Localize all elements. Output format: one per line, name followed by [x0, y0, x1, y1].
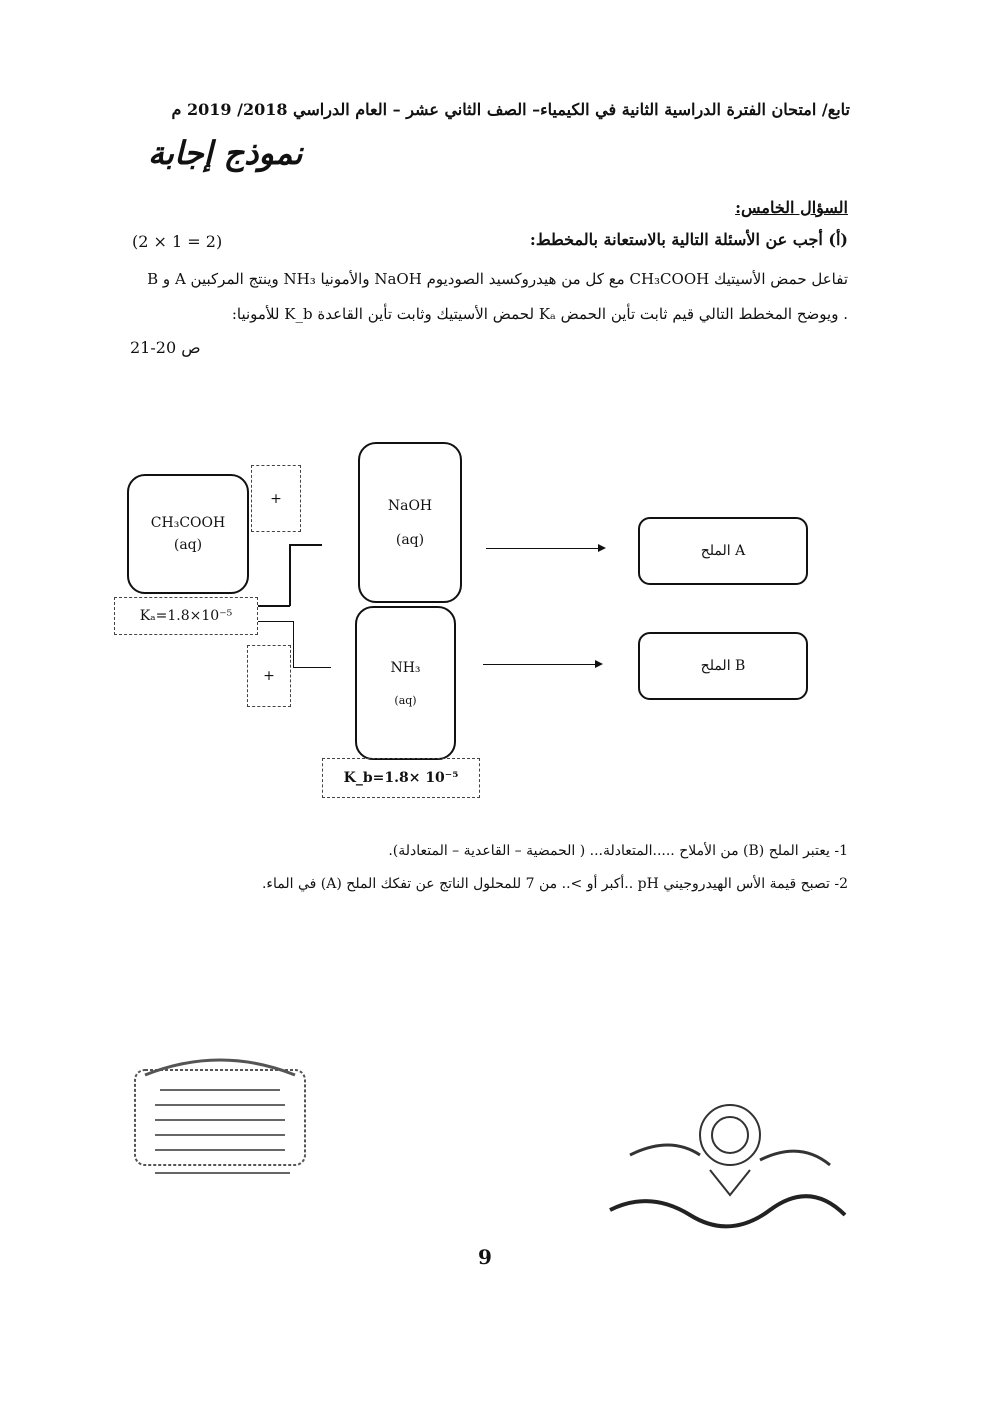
answer-1: 1- يعتبر الملح (B) من الأملاح .....المتعادلة... ( الحمضية – القاعدية – المتعادلة). — [388, 843, 848, 859]
kb-box — [322, 758, 480, 798]
page-reference: ص 20-21 — [130, 338, 201, 357]
plus-sign: + — [263, 668, 275, 684]
ministry-seal — [590, 1100, 860, 1240]
naoh-formula: NaOH — [387, 497, 433, 514]
ka-label: Kₐ=1.8×10⁻⁵ — [139, 608, 233, 624]
nh3-state: (aq) — [394, 693, 417, 707]
connector — [289, 544, 291, 606]
plus-box-bottom — [247, 645, 291, 707]
nh3-formula: NH₃ — [390, 659, 421, 676]
plus-box-top — [251, 465, 301, 532]
connector — [258, 605, 290, 607]
salt-a-label: الملح A — [700, 543, 746, 559]
model-answer-title: نموذج إجابة — [148, 134, 303, 172]
salt-b-box — [638, 632, 808, 700]
connector — [289, 544, 322, 546]
ka-box — [114, 597, 258, 635]
acid-formula: CH₃COOH — [150, 515, 226, 531]
answer-2: 2- تصبح قيمة الأس الهيدروجيني pH ..أكبر أو >.. من 7 للمحلول الناتج عن تفكك الملح (A) في الماء. — [261, 876, 848, 892]
arrow-to-salt-a — [486, 548, 604, 549]
connector — [258, 621, 293, 622]
naoh-box — [358, 442, 462, 603]
marks: (2 × 1 = 2) — [132, 232, 223, 251]
left-stamp-seal — [125, 1045, 315, 1180]
page-number: 9 — [478, 1245, 492, 1269]
acid-state: (aq) — [173, 537, 203, 553]
exam-header: تابع/ امتحان الفترة الدراسية الثانية في الكيمياء– الصف الثاني عشر – العام الدراسي 2018/ 2019 م — [171, 100, 850, 119]
plus-sign: + — [270, 490, 282, 507]
question-part-a: (أ) أجب عن الأسئلة التالية بالاستعانة بالمخطط: — [529, 230, 848, 249]
salt-b-label: الملح B — [700, 658, 746, 674]
arrow-to-salt-b — [483, 664, 601, 665]
acid-box — [127, 474, 249, 594]
connector — [293, 621, 294, 668]
salt-a-box — [638, 517, 808, 585]
kb-label: K_b=1.8× 10⁻⁵ — [343, 770, 459, 786]
question-number: السؤال الخامس: — [735, 198, 848, 217]
question-paragraph: تفاعل حمض الأسيتيك CH₃COOH مع كل من هيدروكسيد الصوديوم NaOH والأمونيا NH₃ وينتج المركبين A و B . ويوضح المخطط التالي قيم ثابت تأين الحمض Kₐ لحمض الأسيتيك وثابت تأين القاعدة K_b للأمونيا: — [147, 270, 848, 323]
connector — [293, 667, 331, 668]
nh3-box — [355, 606, 456, 760]
naoh-state: (aq) — [395, 531, 425, 548]
